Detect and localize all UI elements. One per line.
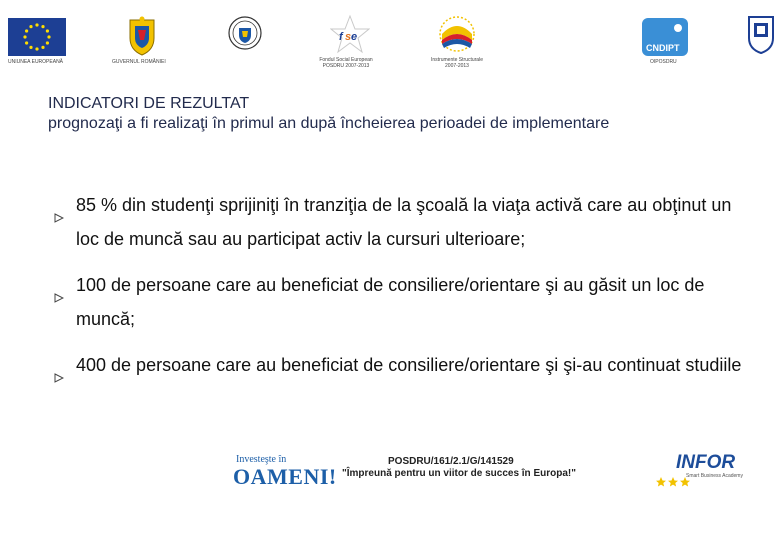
list-item-text: 100 de persoane care au beneficiat de consiliere/orientare şi au găsit un loc de muncă; bbox=[76, 275, 705, 329]
bullet-arrow-icon bbox=[54, 280, 64, 290]
project-code: POSDRU/161/2.1/G/141529 bbox=[388, 456, 514, 467]
infor-logo-text: INFOR bbox=[676, 452, 736, 473]
fse-caption-line2: POSDRU 2007-2013 bbox=[322, 63, 370, 69]
ministry-seal-icon bbox=[228, 16, 262, 55]
list-item-text: 85 % din studenţi sprijiniţi în tranziţia de la şcoală la viaţa activă care au obţinut un loc de muncă sau au participat activ la cursuri ulterioare; bbox=[76, 195, 732, 249]
government-caption: GUVERNUL ROMÂNIEI bbox=[112, 59, 166, 65]
page-title: INDICATORI DE REZULTAT bbox=[48, 95, 250, 112]
svg-text:e: e bbox=[351, 31, 358, 43]
is-caption-line2: 2007-2013 bbox=[445, 63, 469, 69]
investeste-label: Investeşte în bbox=[236, 454, 287, 465]
structural-instruments-caption bbox=[422, 57, 492, 69]
title-block bbox=[48, 94, 728, 134]
page-subtitle: prognozaţi a fi realizaţi în primul an după încheierea perioadei de implementare bbox=[48, 115, 610, 132]
cndipt-caption: OIPOSDRU bbox=[650, 59, 677, 65]
structural-instruments-icon bbox=[434, 14, 480, 59]
header-logo-bar bbox=[0, 0, 780, 80]
svg-text:f: f bbox=[339, 31, 343, 43]
list-item-text: 400 de persoane care au beneficiat de consiliere/orientare şi şi-au continuat studiile bbox=[76, 355, 742, 375]
svg-text:s: s bbox=[345, 31, 352, 43]
fse-caption-line1: Fondul Social European bbox=[319, 57, 373, 63]
oameni-logo-text: OAMENI! bbox=[233, 464, 337, 489]
cndipt-logo-text: CNDIPT bbox=[646, 43, 680, 53]
bullet-arrow-icon bbox=[54, 360, 64, 370]
project-slogan: "Împreună pentru un viitor de succes în Europa!" bbox=[342, 468, 576, 479]
institution-crest-icon bbox=[746, 14, 776, 59]
list-item bbox=[48, 188, 748, 256]
fse-caption bbox=[306, 57, 386, 69]
is-caption-line1: Instrumente Structurale bbox=[431, 57, 483, 63]
cndipt-logo-icon bbox=[642, 18, 688, 61]
fse-logo-icon bbox=[330, 14, 370, 59]
romania-coat-of-arms-icon bbox=[126, 16, 158, 61]
infor-subtitle: Smart Business Academy bbox=[686, 473, 743, 479]
eu-flag-icon bbox=[8, 18, 66, 56]
indicator-list bbox=[48, 188, 748, 382]
eu-caption: UNIUNEA EUROPEANĂ bbox=[8, 59, 64, 65]
bullet-arrow-icon bbox=[54, 200, 64, 210]
list-item bbox=[48, 268, 748, 336]
list-item bbox=[48, 348, 748, 382]
